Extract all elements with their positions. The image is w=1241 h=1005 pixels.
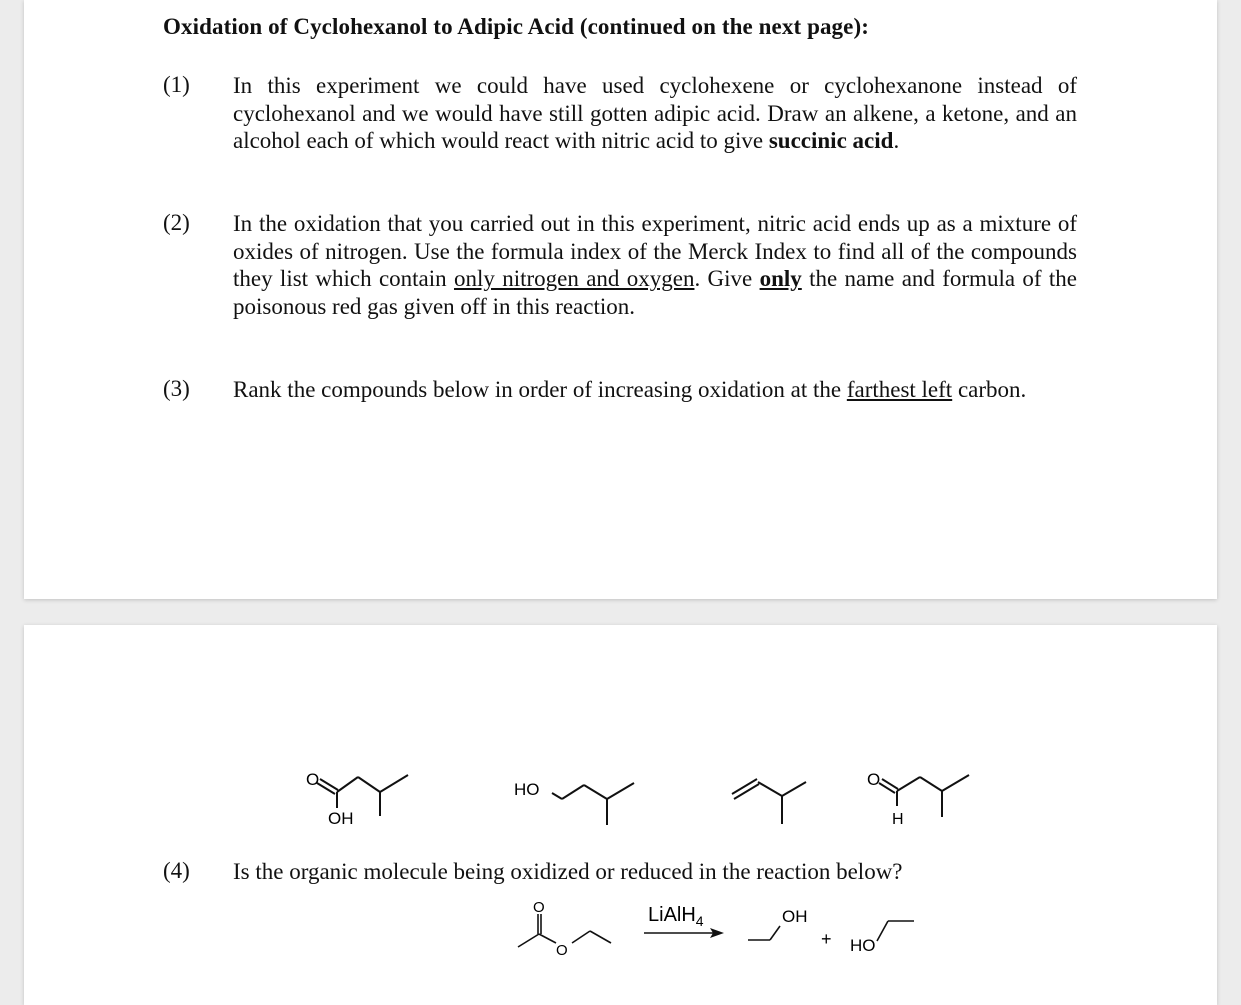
document-page-1 <box>24 0 1217 599</box>
question-1-text: In this experiment we could have used cyclohexene or cyclohexanone instead of cyclohexanol and we would have still gotten adipic acid. Draw an alkene, a ketone, and an alcohol each of which would react with nitric acid to give succinic acid. <box>233 73 1077 154</box>
question-2-number: (2) <box>163 210 190 235</box>
question-2-text: In the oxidation that you carried out in this experiment, nitric acid ends up as a mixture of oxides of nitrogen. Use the formula index of the Merck Index to find all of the compounds they list which contain only nitrogen and oxygen. Give only the name and formula of the poisonous red gas given off in this reaction. <box>233 211 1077 320</box>
compound-1-oh-label: OH <box>328 809 354 828</box>
page-title: Oxidation of Cyclohexanol to Adipic Acid (continued on the next page): <box>163 14 869 39</box>
compound-4-oxygen-label: O <box>867 770 881 789</box>
reagent-label: LiAlH$_4$ <box>648 904 704 929</box>
question-3-text: Rank the compounds below in order of increasing oxidation at the farthest left carbon. <box>233 377 1027 402</box>
compound-2-alcohol <box>552 783 634 825</box>
product-ethanol <box>748 926 780 940</box>
document-page-2 <box>24 625 1217 1005</box>
product-2-ho-label: HO <box>850 936 876 955</box>
ester-carbonyl-oxygen: O <box>533 899 545 916</box>
product-1-oh-label: OH <box>782 907 808 926</box>
compound-4-h-label: H <box>892 811 904 828</box>
question-4-number: (4) <box>163 858 190 883</box>
reaction-arrow <box>644 928 724 938</box>
compound-2-ho-label: HO <box>514 780 540 799</box>
question-1-number: (1) <box>163 72 190 97</box>
plus-sign: + <box>821 929 832 949</box>
ester-ether-oxygen: O <box>556 942 568 959</box>
product-methanol <box>877 921 914 941</box>
compound-3-alkene <box>732 779 806 824</box>
compound-1-oxygen-label: O <box>306 770 320 789</box>
structures-figure <box>24 625 1217 1005</box>
question-3-number: (3) <box>163 376 190 401</box>
question-4-text: Is the organic molecule being oxidized or reduced in the reaction below? <box>233 859 903 884</box>
